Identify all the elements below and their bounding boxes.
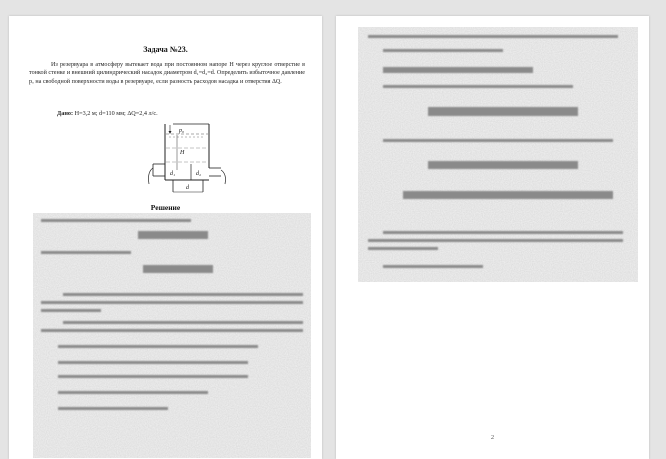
solution-heading: Решение [150, 203, 181, 212]
label-H: H [180, 150, 185, 156]
tank-diagram [143, 118, 233, 200]
blurred-solution-svg [33, 213, 311, 458]
blurred-page2-area [358, 27, 638, 282]
label-d: d [186, 185, 189, 191]
label-d2: d₂ [196, 171, 202, 177]
label-p0: p₀ [179, 128, 185, 134]
blurred-solution-area [33, 213, 311, 458]
blurred-page2-svg [358, 27, 638, 282]
given-label: Дано: [57, 110, 74, 117]
problem-title: Задача №23. [143, 45, 188, 54]
document-page-1 [9, 16, 322, 459]
given-line [57, 110, 158, 117]
label-d1: d₁ [170, 171, 176, 177]
page-number: 2 [490, 434, 495, 441]
document-page-2 [336, 16, 649, 459]
given-values: H=3,2 м; d=110 мм; ΔQ=2,4 л/с. [74, 110, 158, 117]
problem-text: Из резервуара в атмосферу вытекает вода при постоянном напоре H через круглое отверстие в тонкой стенке и внешний цилиндрический насадок диаметром d₁=d₂=d. Определить избыточное давление pₒ на свободной поверхности воды в резервуаре, если разность расходов насадка и отверстия ΔQ. [29, 62, 305, 85]
